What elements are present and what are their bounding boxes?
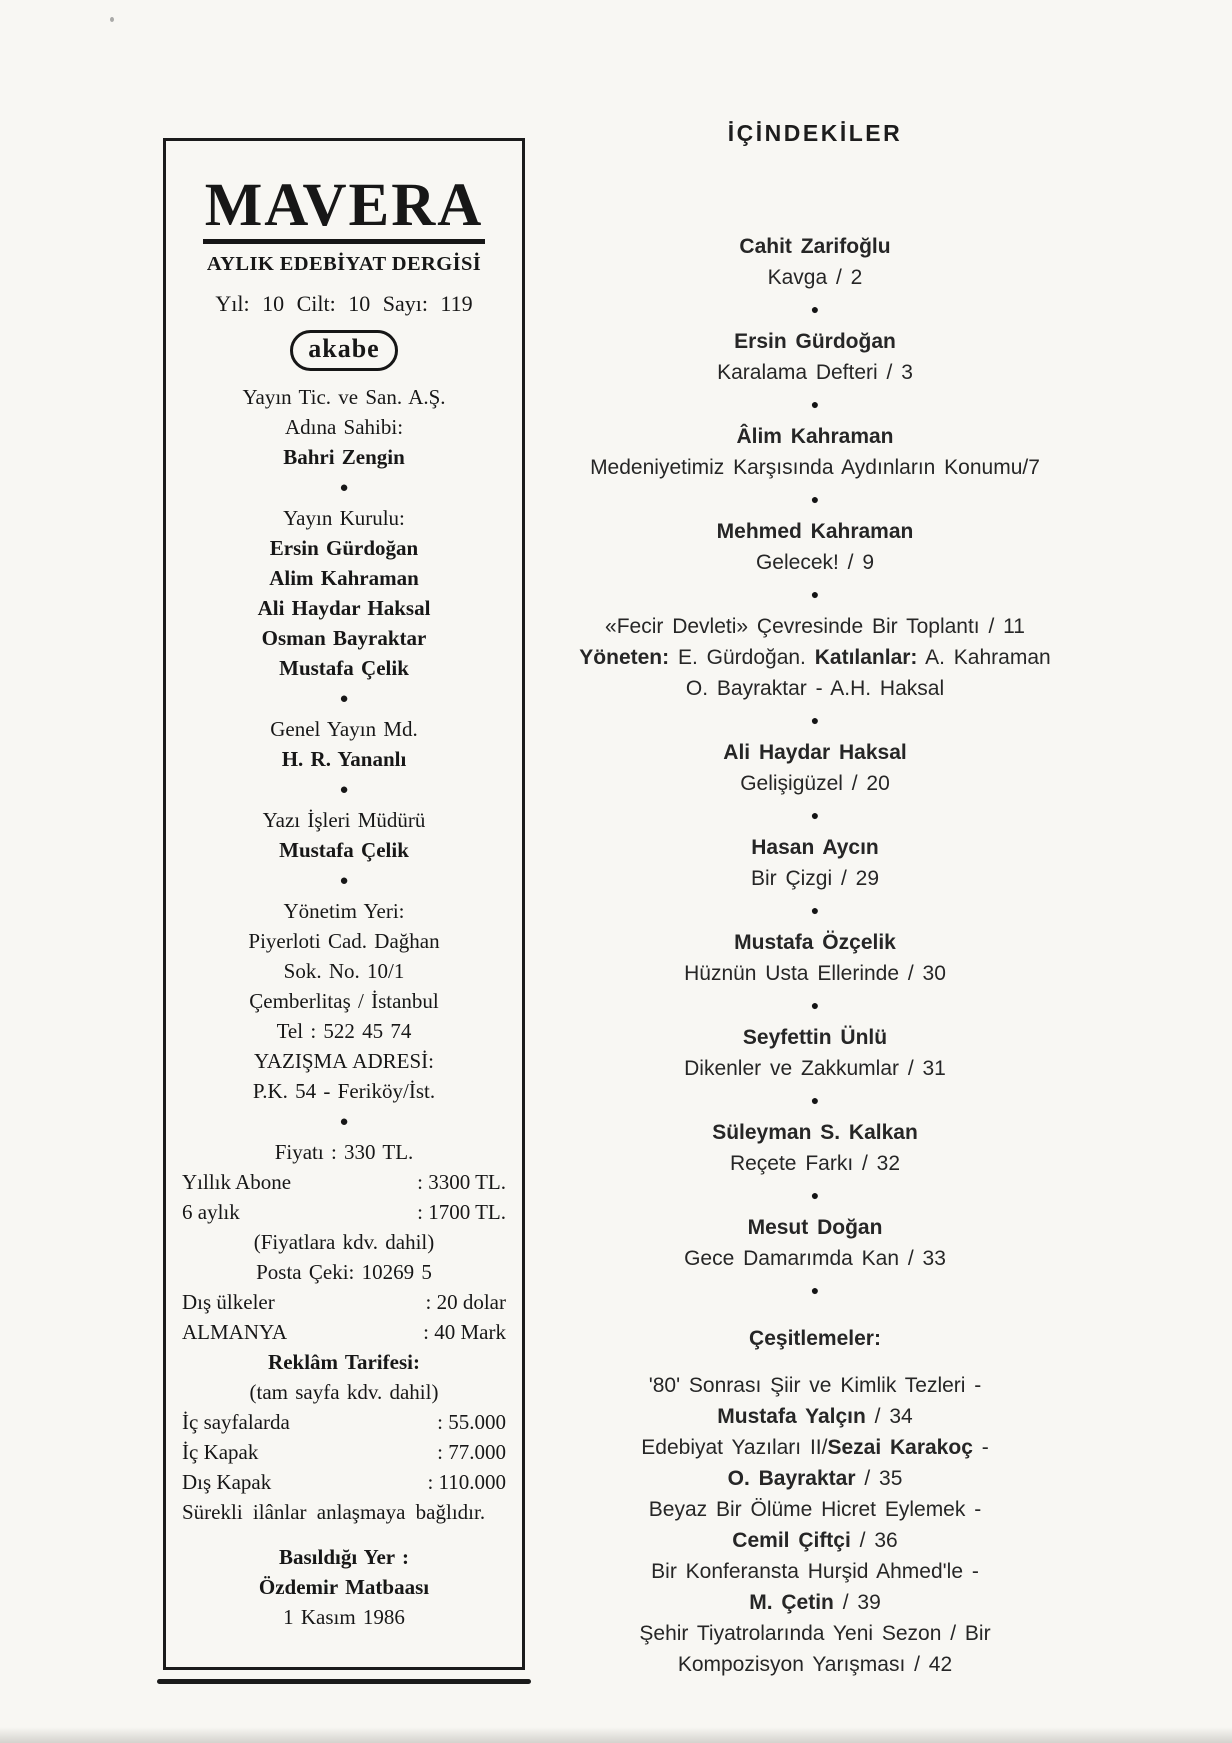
toc-text-part: Yöneten:	[579, 646, 670, 669]
masthead-line: Yazı İşleri Müdürü	[262, 808, 426, 832]
toc-entry-line	[500, 1525, 1130, 1556]
table-of-contents	[500, 120, 1130, 1680]
masthead-price-row	[182, 1438, 506, 1467]
toc-text-part: / 35	[855, 1467, 903, 1490]
toc-entry-line	[500, 1401, 1130, 1432]
masthead-line: Genel Yayın Md.	[270, 717, 418, 741]
masthead-line: YAZIŞMA ADRESİ:	[254, 1049, 434, 1073]
masthead-line: Özdemir Matbaası	[258, 1575, 430, 1599]
masthead-box-underline	[157, 1679, 531, 1684]
masthead-line: (Fiyatlara kdv. dahil)	[253, 1230, 435, 1254]
masthead-line: Çemberlitaş / İstanbul	[249, 989, 439, 1013]
toc-text-part: A. Kahraman	[917, 646, 1051, 669]
toc-entry-title: Karalama Defteri / 3	[717, 361, 913, 384]
price-value: : 20 dolar	[425, 1290, 506, 1314]
akabe-logo-wrap	[180, 330, 508, 371]
toc-entry-title: Beyaz Bir Ölüme Hicret Eylemek -	[648, 1498, 982, 1521]
masthead-line: Adına Sahibi:	[284, 415, 404, 439]
toc-entry-title: Reçete Farkı / 32	[729, 1152, 901, 1175]
toc-text-part: / 34	[865, 1405, 913, 1428]
toc-entry-title: Hüznün Usta Ellerinde / 30	[684, 962, 946, 985]
masthead-price-row	[182, 1408, 506, 1437]
price-label: İç Kapak	[182, 1440, 259, 1464]
toc-author-name: Hasan Aycın	[751, 836, 879, 859]
masthead-line: Ali Haydar Haksal	[257, 596, 431, 620]
toc-author-name: Mehmed Kahraman	[716, 520, 914, 543]
toc-entry-line	[500, 1463, 1130, 1494]
toc-entry-title: Medeniyetimiz Karşısında Aydınların Konumu/7	[590, 456, 1040, 479]
toc-entry-line	[500, 642, 1130, 673]
toc-entry-line	[500, 1587, 1130, 1618]
toc-text-part: Edebiyat Yazıları II/	[641, 1436, 828, 1459]
bullet-separator-icon: ●	[810, 712, 820, 728]
price-label: İç sayfalarda	[182, 1410, 290, 1434]
price-value: : 77.000	[437, 1440, 506, 1464]
masthead-line: H. R. Yananlı	[281, 747, 407, 771]
price-label: Yıllık Abone	[182, 1170, 292, 1194]
price-value: : 55.000	[437, 1410, 506, 1434]
masthead-line: Yayın Kurulu:	[283, 506, 405, 530]
scan-edge-artifact	[0, 1727, 1232, 1743]
bullet-separator-icon: ●	[339, 691, 349, 707]
toc-author-name: Ali Haydar Haksal	[723, 741, 907, 764]
bullet-separator-icon: ●	[810, 997, 820, 1013]
masthead-price-row	[182, 1198, 506, 1227]
issue-info: Yıl: 10 Cilt: 10 Sayı: 119	[215, 291, 473, 316]
toc-author-name: Çeşitlemeler:	[749, 1327, 881, 1350]
masthead-line: Mustafa Çelik	[279, 838, 409, 862]
masthead-box	[163, 138, 525, 1670]
toc-author-name: Cahit Zarifoğlu	[739, 235, 891, 258]
toc-text-part: E. Gürdoğan.	[669, 646, 815, 669]
toc-text-part: Mustafa Yalçın	[717, 1405, 866, 1428]
price-value: : 1700 TL.	[417, 1200, 506, 1224]
bullet-separator-icon: ●	[810, 491, 820, 507]
toc-entry-title: Gece Damarımda Kan / 33	[684, 1247, 946, 1270]
masthead-line: Ersin Gürdoğan	[269, 536, 419, 560]
masthead-line: Basıldığı Yer :	[278, 1545, 409, 1569]
toc-entry-title: Gelecek! / 9	[755, 551, 875, 574]
toc-entry-title: Şehir Tiyatrolarında Yeni Sezon / Bir	[639, 1622, 991, 1645]
bullet-separator-icon: ●	[339, 480, 349, 496]
masthead-line: Alim Kahraman	[269, 566, 419, 590]
bullet-separator-icon: ●	[339, 1114, 349, 1130]
toc-text-part: Katılanlar:	[814, 646, 918, 669]
price-label: Dış ülkeler	[182, 1290, 275, 1314]
price-label: Dış Kapak	[182, 1470, 272, 1494]
magazine-subtitle: AYLIK EDEBİYAT DERGİSİ	[206, 253, 482, 275]
masthead-line: Bahri Zengin	[283, 445, 405, 469]
masthead-gap	[180, 1528, 508, 1542]
masthead-line: Piyerloti Cad. Dağhan	[248, 929, 440, 953]
masthead-price-row	[182, 1288, 506, 1317]
masthead-line: Sok. No. 10/1	[283, 959, 405, 983]
toc-entry-title: Bir Konferansta Hurşid Ahmed'le -	[651, 1560, 979, 1583]
toc-entry-title: O. Bayraktar - A.H. Haksal	[685, 677, 945, 700]
bullet-separator-icon: ●	[810, 902, 820, 918]
toc-gap	[500, 1354, 1130, 1370]
toc-author-name: Seyfettin Ünlü	[742, 1026, 888, 1049]
toc-entry-title: Gelişigüzel / 20	[740, 772, 890, 795]
price-label: ALMANYA	[182, 1320, 287, 1344]
masthead-line: (tam sayfa kdv. dahil)	[249, 1380, 439, 1404]
toc-author-name: Ersin Gürdoğan	[734, 330, 896, 353]
masthead-line: Posta Çeki: 10269 5	[256, 1260, 432, 1284]
toc-author-name: Âlim Kahraman	[736, 425, 894, 448]
toc-entry-title: Kavga / 2	[767, 266, 863, 289]
akabe-logo: akabe	[290, 330, 397, 371]
bullet-separator-icon: ●	[810, 1282, 820, 1298]
bullet-separator-icon: ●	[810, 301, 820, 317]
bullet-separator-icon: ●	[810, 1092, 820, 1108]
masthead-line: Yayın Tic. ve San. A.Ş.	[242, 385, 446, 409]
toc-gap	[500, 1307, 1130, 1323]
toc-text-part: Sezai Karakoç	[827, 1436, 973, 1459]
price-value: : 40 Mark	[423, 1320, 506, 1344]
bullet-separator-icon: ●	[810, 807, 820, 823]
toc-entry-title: «Fecir Devleti» Çevresinde Bir Toplantı / 11	[605, 615, 1025, 638]
toc-entry-title: Kompozisyon Yarışması / 42	[677, 1653, 953, 1676]
toc-entry-title: '80' Sonrası Şiir ve Kimlik Tezleri -	[648, 1374, 982, 1397]
toc-author-name: Mesut Doğan	[747, 1216, 883, 1239]
masthead-items	[180, 172, 508, 1632]
price-label: 6 aylık	[182, 1200, 240, 1224]
masthead-line: Reklâm Tarifesi:	[268, 1350, 420, 1374]
bullet-separator-icon: ●	[810, 586, 820, 602]
masthead-line: Mustafa Çelik	[279, 656, 409, 680]
toc-entry-title: Bir Çizgi / 29	[750, 867, 880, 890]
bullet-separator-icon: ●	[810, 396, 820, 412]
masthead-line: Tel : 522 45 74	[276, 1019, 412, 1043]
bullet-separator-icon: ●	[339, 873, 349, 889]
masthead-line: Fiyatı : 330 TL.	[274, 1140, 414, 1164]
magazine-title-wrap	[180, 172, 508, 244]
toc-heading: İÇİNDEKİLER	[727, 120, 903, 146]
masthead-line: Yönetim Yeri:	[283, 899, 405, 923]
toc-items	[500, 231, 1130, 1680]
bullet-separator-icon: ●	[339, 782, 349, 798]
toc-text-part: Cemil Çiftçi	[732, 1529, 851, 1552]
price-value: : 3300 TL.	[417, 1170, 506, 1194]
masthead-price-row	[182, 1468, 506, 1497]
toc-text-part: / 39	[833, 1591, 881, 1614]
toc-text-part: -	[972, 1436, 989, 1459]
masthead-price-row	[182, 1318, 506, 1347]
masthead-line: P.K. 54 - Feriköy/İst.	[252, 1079, 436, 1103]
masthead-line: 1 Kasım 1986	[283, 1605, 405, 1629]
toc-text-part: / 36	[850, 1529, 898, 1552]
masthead-line: Osman Bayraktar	[261, 626, 427, 650]
price-value: : 110.000	[427, 1470, 506, 1494]
toc-entry-title: Dikenler ve Zakkumlar / 31	[684, 1057, 946, 1080]
bullet-separator-icon: ●	[810, 1187, 820, 1203]
toc-author-name: Mustafa Özçelik	[734, 931, 896, 954]
masthead-price-row	[182, 1168, 506, 1197]
toc-text-part: M. Çetin	[749, 1591, 834, 1614]
masthead-line: Sürekli ilânlar anlaşmaya bağlıdır.	[182, 1500, 486, 1524]
scan-speck	[110, 17, 114, 22]
toc-text-part: O. Bayraktar	[727, 1467, 856, 1490]
toc-entry-line	[500, 1432, 1130, 1463]
toc-author-name: Süleyman S. Kalkan	[712, 1121, 918, 1144]
magazine-title: MAVERA	[203, 175, 486, 244]
